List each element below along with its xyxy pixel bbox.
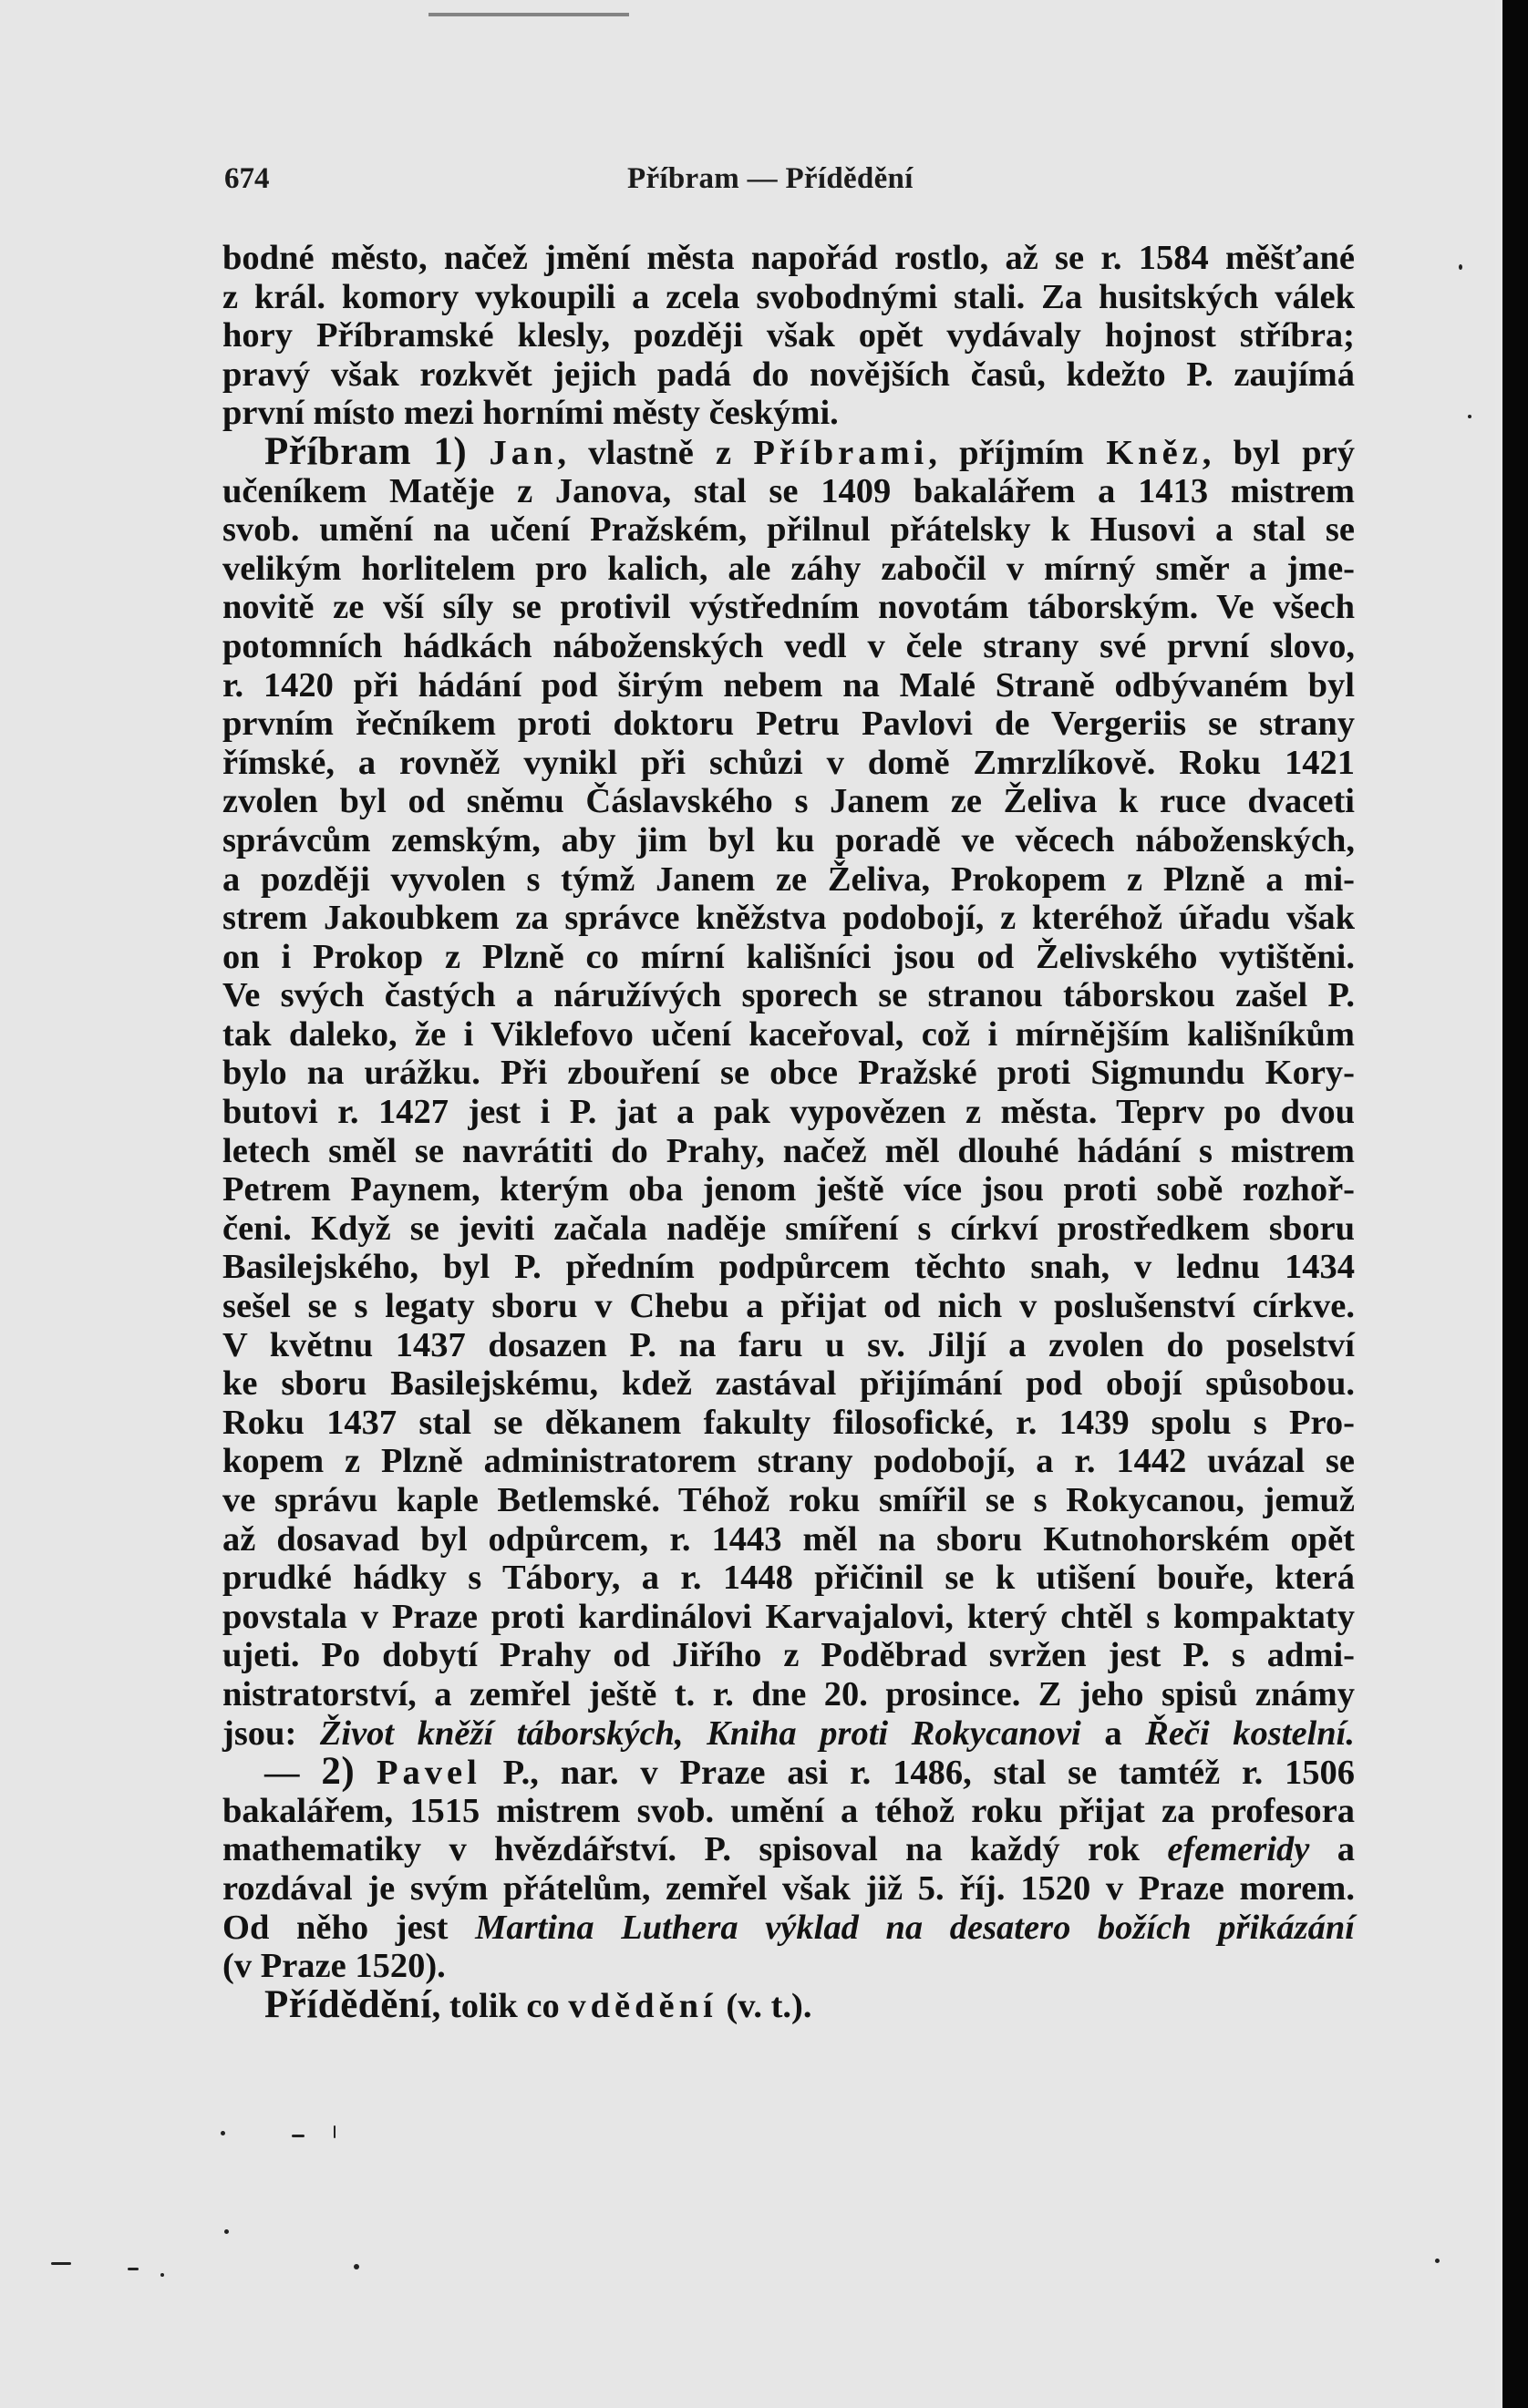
text-line <box>222 1170 1355 1209</box>
entry-headword: Přídědění <box>264 1982 432 2026</box>
line-text: první místo mezi horními městy českými. <box>222 394 839 433</box>
scan-speck <box>354 2264 359 2269</box>
line-text: svob. umění na učení Pražském, přilnul přátelsky k Husovi a stal se <box>222 510 1355 550</box>
text-line <box>222 1830 1355 1869</box>
text-line <box>222 976 1355 1015</box>
page-header <box>224 162 1375 202</box>
scan-speck <box>51 2262 71 2265</box>
scan-speck <box>224 2229 229 2234</box>
scan-speck <box>1459 264 1462 270</box>
line-text: správcům zemským, aby jim byl ku poradě ve věcech náboženských, <box>222 820 1355 859</box>
text-line <box>222 1093 1355 1132</box>
text-line <box>222 1442 1355 1481</box>
text-line <box>222 1869 1355 1909</box>
line-text: římské, a rovněž vynikl při schůzi v domě Zmrzlíkově. Roku 1421 <box>222 743 1355 782</box>
line-text: hory Příbramské klesly, později však opět vydávaly hojnost stříbra; <box>222 316 1355 355</box>
text-line <box>222 938 1355 977</box>
scan-speck <box>334 2125 336 2138</box>
line-text: V květnu 1437 dosazen P. na faru u sv. Jiljí a zvolen do poselství <box>222 1325 1355 1364</box>
line-text: mathematiky v hvězdářství. P. spisoval na každý rok <box>222 1830 1168 1869</box>
text-line <box>222 588 1355 627</box>
text-line <box>222 1287 1355 1326</box>
text-line <box>222 899 1355 938</box>
entry-headword: Příbram <box>264 429 412 473</box>
text-line <box>222 1750 1356 1794</box>
line-text: sešel se s legaty sboru v Chebu a přijat od nich v poslušenství církve. <box>222 1287 1355 1326</box>
article-body <box>222 239 1355 2024</box>
text-line <box>222 705 1355 744</box>
line-text: r. 1420 při hádání pod širým nebem na Malé Straně odbývaném byl <box>222 665 1355 705</box>
entry-reference: vdědění <box>568 1986 718 2025</box>
running-head: Příbram — Přídědění <box>627 162 914 195</box>
line-text: Ve svých častých a náružívých sporech se stranou táborskou zašel P. <box>222 976 1355 1015</box>
line-text: P., nar. v Praze asi r. 1486, stal se tamtéž r. 1506 <box>480 1754 1356 1793</box>
scan-speck <box>221 2131 225 2135</box>
text-line <box>222 1054 1355 1093</box>
line-text: bakalářem, 1515 mistrem svob. umění a téhož roku přijat za profesora <box>222 1791 1355 1830</box>
line-text: butovi r. 1427 jest i P. jat a pak vypovězen z města. Teprv po dvou <box>222 1093 1355 1132</box>
line-text: a <box>1080 1713 1146 1753</box>
text-line <box>222 1714 1355 1754</box>
line-text: čeni. Když se jeviti začala naděje smíření s církví prostředkem sboru <box>222 1209 1355 1248</box>
text-line <box>222 1675 1355 1714</box>
line-text: , příjmím <box>928 433 1107 472</box>
line-text: kopem z Plzně administratorem strany podobojí, a r. 1442 uvázal se <box>222 1442 1355 1481</box>
text-line <box>222 239 1355 278</box>
line-text: zvolen byl od sněmu Čáslavského s Janem ze Želiva k ruce dvaceti <box>222 782 1355 821</box>
entry-name: Pavel <box>377 1754 481 1793</box>
line-text: povstala v Praze proti kardinálovi Karvajalovi, který chtěl s kompaktaty <box>222 1597 1355 1636</box>
line-text: strem Jakoubkem za správce kněžstva podobojí, z kteréhož úřadu však <box>222 899 1355 938</box>
text-line <box>222 355 1355 395</box>
line-text: potomních hádkách náboženských vedl v čele strany své první slovo, <box>222 626 1355 665</box>
text-line <box>222 1209 1355 1249</box>
text-line <box>222 1015 1355 1055</box>
scan-speck <box>1468 415 1471 418</box>
text-line <box>222 394 1355 433</box>
italic-text: efemeridy <box>1167 1830 1310 1869</box>
scan-artifact <box>428 13 629 16</box>
line-text: ve správu kaple Betlemské. Téhož roku smířil se s Rokycanou, jemuž <box>222 1481 1355 1519</box>
work-title: Řeči kostelní. <box>1145 1713 1355 1753</box>
text-line <box>222 666 1355 705</box>
line-text: Od něho jest <box>222 1908 476 1947</box>
text-line <box>222 1364 1355 1404</box>
scan-speck <box>160 2273 164 2277</box>
scan-speck <box>292 2135 305 2137</box>
text-line <box>222 1481 1355 1520</box>
line-text: (v Praze 1520). <box>222 1947 446 1986</box>
text-line <box>222 429 1356 473</box>
line-text: a později vyvolen s týmž Janem ze Želiva, Prokopem z Plzně a mi- <box>222 859 1355 899</box>
text-line <box>222 627 1355 666</box>
text-line <box>222 1982 1355 2026</box>
line-text: prvním řečníkem proti doktoru Petru Pavlovi de Vergeriis se strany <box>222 705 1355 744</box>
line-text: a <box>1309 1830 1355 1869</box>
line-text: až dosavad byl odpůrcem, r. 1443 měl na sboru Kutnohorském opět <box>222 1519 1355 1559</box>
scan-border <box>1502 0 1528 2408</box>
entry-place: Příbrami <box>753 433 929 472</box>
text-line <box>222 1132 1355 1171</box>
entry-number: 1) <box>433 429 468 473</box>
line-text: Roku 1437 stal se děkanem fakulty filosofické, r. 1439 spolu s Pro- <box>222 1403 1355 1442</box>
line-text: jsou: <box>222 1713 320 1753</box>
line-text: z král. komory vykoupili a zcela svobodnými stali. Za husitských válek <box>222 277 1355 316</box>
line-text: bodné město, načež jmění města napořád rostlo, až se r. 1584 měšťané <box>222 239 1355 277</box>
line-text: (v. t.). <box>717 1986 812 2025</box>
text-line <box>222 1404 1355 1443</box>
text-line <box>222 472 1355 511</box>
text-line <box>222 782 1355 821</box>
line-text: ujeti. Po dobytí Prahy od Jiřího z Poděbrad svržen jest P. s admi- <box>222 1636 1355 1675</box>
work-titles: Život kněží táborských, Kniha proti Rokycanovi <box>319 1713 1081 1753</box>
line-text: učeníkem Matěje z Janova, stal se 1409 bakalářem a 1413 mistrem <box>222 471 1355 510</box>
text-line <box>222 1636 1355 1675</box>
line-text: , vlastně z <box>557 433 754 472</box>
italic-text: Martina Luthera výklad na desatero božích přikázání <box>475 1908 1356 1947</box>
scan-speck <box>1435 2259 1440 2263</box>
entry-number: 2) <box>321 1750 356 1794</box>
line-text: nistratorství, a zemřel ještě t. r. dne 20. prosince. Z jeho spisů známy <box>222 1674 1355 1713</box>
text-line <box>222 1598 1355 1637</box>
line-text: letech směl se navrátiti do Prahy, načež měl dlouhé hádání s mistrem <box>222 1131 1355 1170</box>
line-text: , tolik co <box>431 1986 569 2025</box>
entry-nickname: Kněz <box>1106 433 1203 472</box>
text-line <box>222 1947 1355 1986</box>
line-text: pravý však rozkvět jejich padá do novějších časů, kdežto P. zaujímá <box>222 355 1355 394</box>
text-line <box>222 278 1355 317</box>
text-line <box>222 860 1355 900</box>
text-line <box>222 1792 1355 1831</box>
text-line <box>222 1559 1355 1598</box>
entry-name: Jan <box>489 433 558 472</box>
line-text: rozdával je svým přátelům, zemřel však již 5. říj. 1520 v Praze morem. <box>222 1868 1355 1908</box>
text-line <box>222 1326 1355 1365</box>
text-line <box>222 316 1355 355</box>
line-text: on i Prokop z Plzně co mírní kališníci jsou od Želivského vytištěni. <box>222 937 1355 976</box>
line-text: Basilejského, byl P. předním podpůrcem těchto snah, v lednu 1434 <box>222 1248 1355 1287</box>
line-text: , byl prý <box>1202 433 1356 472</box>
line-text: velikým horlitelem pro kalich, ale záhy zabočil v mírný směr a jme- <box>222 549 1355 588</box>
line-text: ke sboru Basilejskému, kdež zastával přijímání pod obojí spůsobou. <box>222 1364 1355 1404</box>
text-line <box>222 1520 1355 1559</box>
text-line <box>222 1248 1355 1287</box>
line-text: bylo na urážku. Při zbouření se obce Pražské proti Sigmundu Kory- <box>222 1054 1355 1093</box>
text-line <box>222 744 1355 783</box>
line-text: tak daleko, že i Viklefovo učení kaceřoval, což i mírnějším kališníkům <box>222 1014 1355 1054</box>
scan-speck <box>128 2268 139 2270</box>
text-line <box>222 821 1355 860</box>
text-line <box>222 550 1355 589</box>
line-text: — <box>264 1754 322 1793</box>
line-text: Petrem Paynem, kterým oba jenom ještě více jsou proti sobě rozhoř- <box>222 1170 1355 1209</box>
page-number: 674 <box>224 162 270 195</box>
line-text: prudké hádky s Tábory, a r. 1448 přičinil se k utišení bouře, která <box>222 1559 1355 1598</box>
line-text: novitě ze vší síly se protivil výstředním novotám táborským. Ve všech <box>222 588 1355 627</box>
text-line <box>222 510 1355 550</box>
text-line <box>222 1909 1355 1948</box>
